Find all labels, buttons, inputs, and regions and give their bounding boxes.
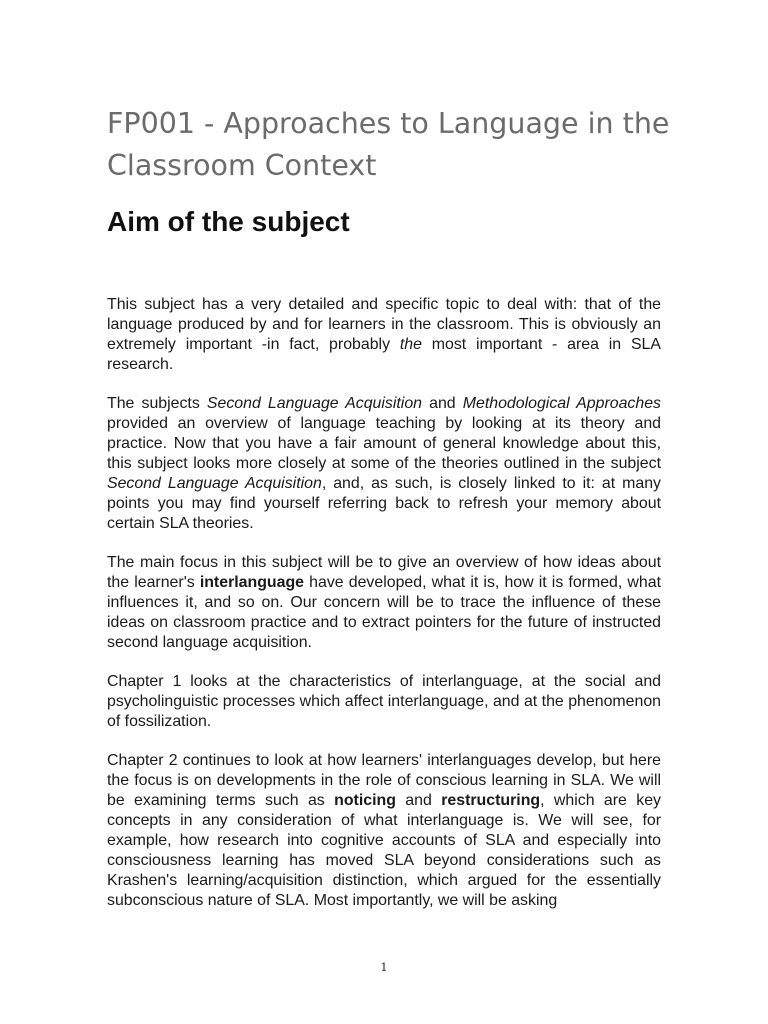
text-run: The subjects [107, 395, 207, 412]
text-run: most important - area in SLA research. [107, 336, 661, 373]
page-number: 1 [380, 961, 388, 974]
subject-name: Methodological Approaches [462, 395, 661, 412]
text-run: and [395, 792, 442, 809]
text-run: have developed, what it is, how it is formed, what influences it, and so on. Our concern will be to trace the influence of these ideas on classroom practice and to extract pointers for the future of instructed second language acquisition. [107, 574, 661, 651]
text-run: provided an overview of language teaching by looking at its theory and practice. Now that you have a fair amount of general knowledge about this, this subject looks more closely at some of the theories outlined in the subject [107, 415, 661, 472]
subject-name: Second Language Acquisition [206, 395, 423, 412]
paragraph-intro [107, 295, 661, 375]
text-run: This subject has a very detailed and specific topic to deal with: that of the language produced by and for learners in the classroom. This is obviously an extremely important -in fact, probably [107, 296, 661, 353]
text-run: Chapter 2 continues to look at how learners' interlanguages develop, but here the focus is on developments in the role of conscious learning in SLA. We will be examining terms such as [107, 752, 661, 809]
paragraph-main-focus [107, 553, 661, 653]
paragraph-chapter-2 [107, 751, 661, 911]
subject-name: Second Language Acquisition [107, 475, 322, 492]
text-run: The main focus in this subject will be to give an overview of how ideas about the learner's [107, 554, 661, 591]
key-term: noticing [334, 792, 396, 809]
paragraph-related-subjects [107, 394, 661, 534]
text-run: and [422, 395, 463, 412]
body-text [107, 295, 661, 930]
text-run: , and, as such, is closely linked to it: at many points you may find yourself referring back to refresh your memory about certain SLA theories. [107, 475, 661, 532]
emphasis-text: the [399, 336, 422, 353]
key-term: restructuring [441, 792, 541, 809]
document-title: FP001 - Approaches to Language in the Classroom Context [107, 107, 670, 182]
section-heading: Aim of the subject [107, 206, 350, 237]
key-term: interlanguage [199, 574, 305, 591]
text-run: , which are key concepts in any consideration of what interlanguage is. We will see, for example, how research into cognitive accounts of SLA and especially into consciousness learning has moved SLA beyond considerations such as Krashen's learning/acquisition distinction, which argued for the essentially subconscious nature of SLA. Most importantly, we will be asking [107, 792, 662, 909]
paragraph-chapter-1: Chapter 1 looks at the characteristics of interlanguage, at the social and psycholinguistic processes which affect interlanguage, and at the phenomenon of fossilization. [107, 673, 661, 730]
